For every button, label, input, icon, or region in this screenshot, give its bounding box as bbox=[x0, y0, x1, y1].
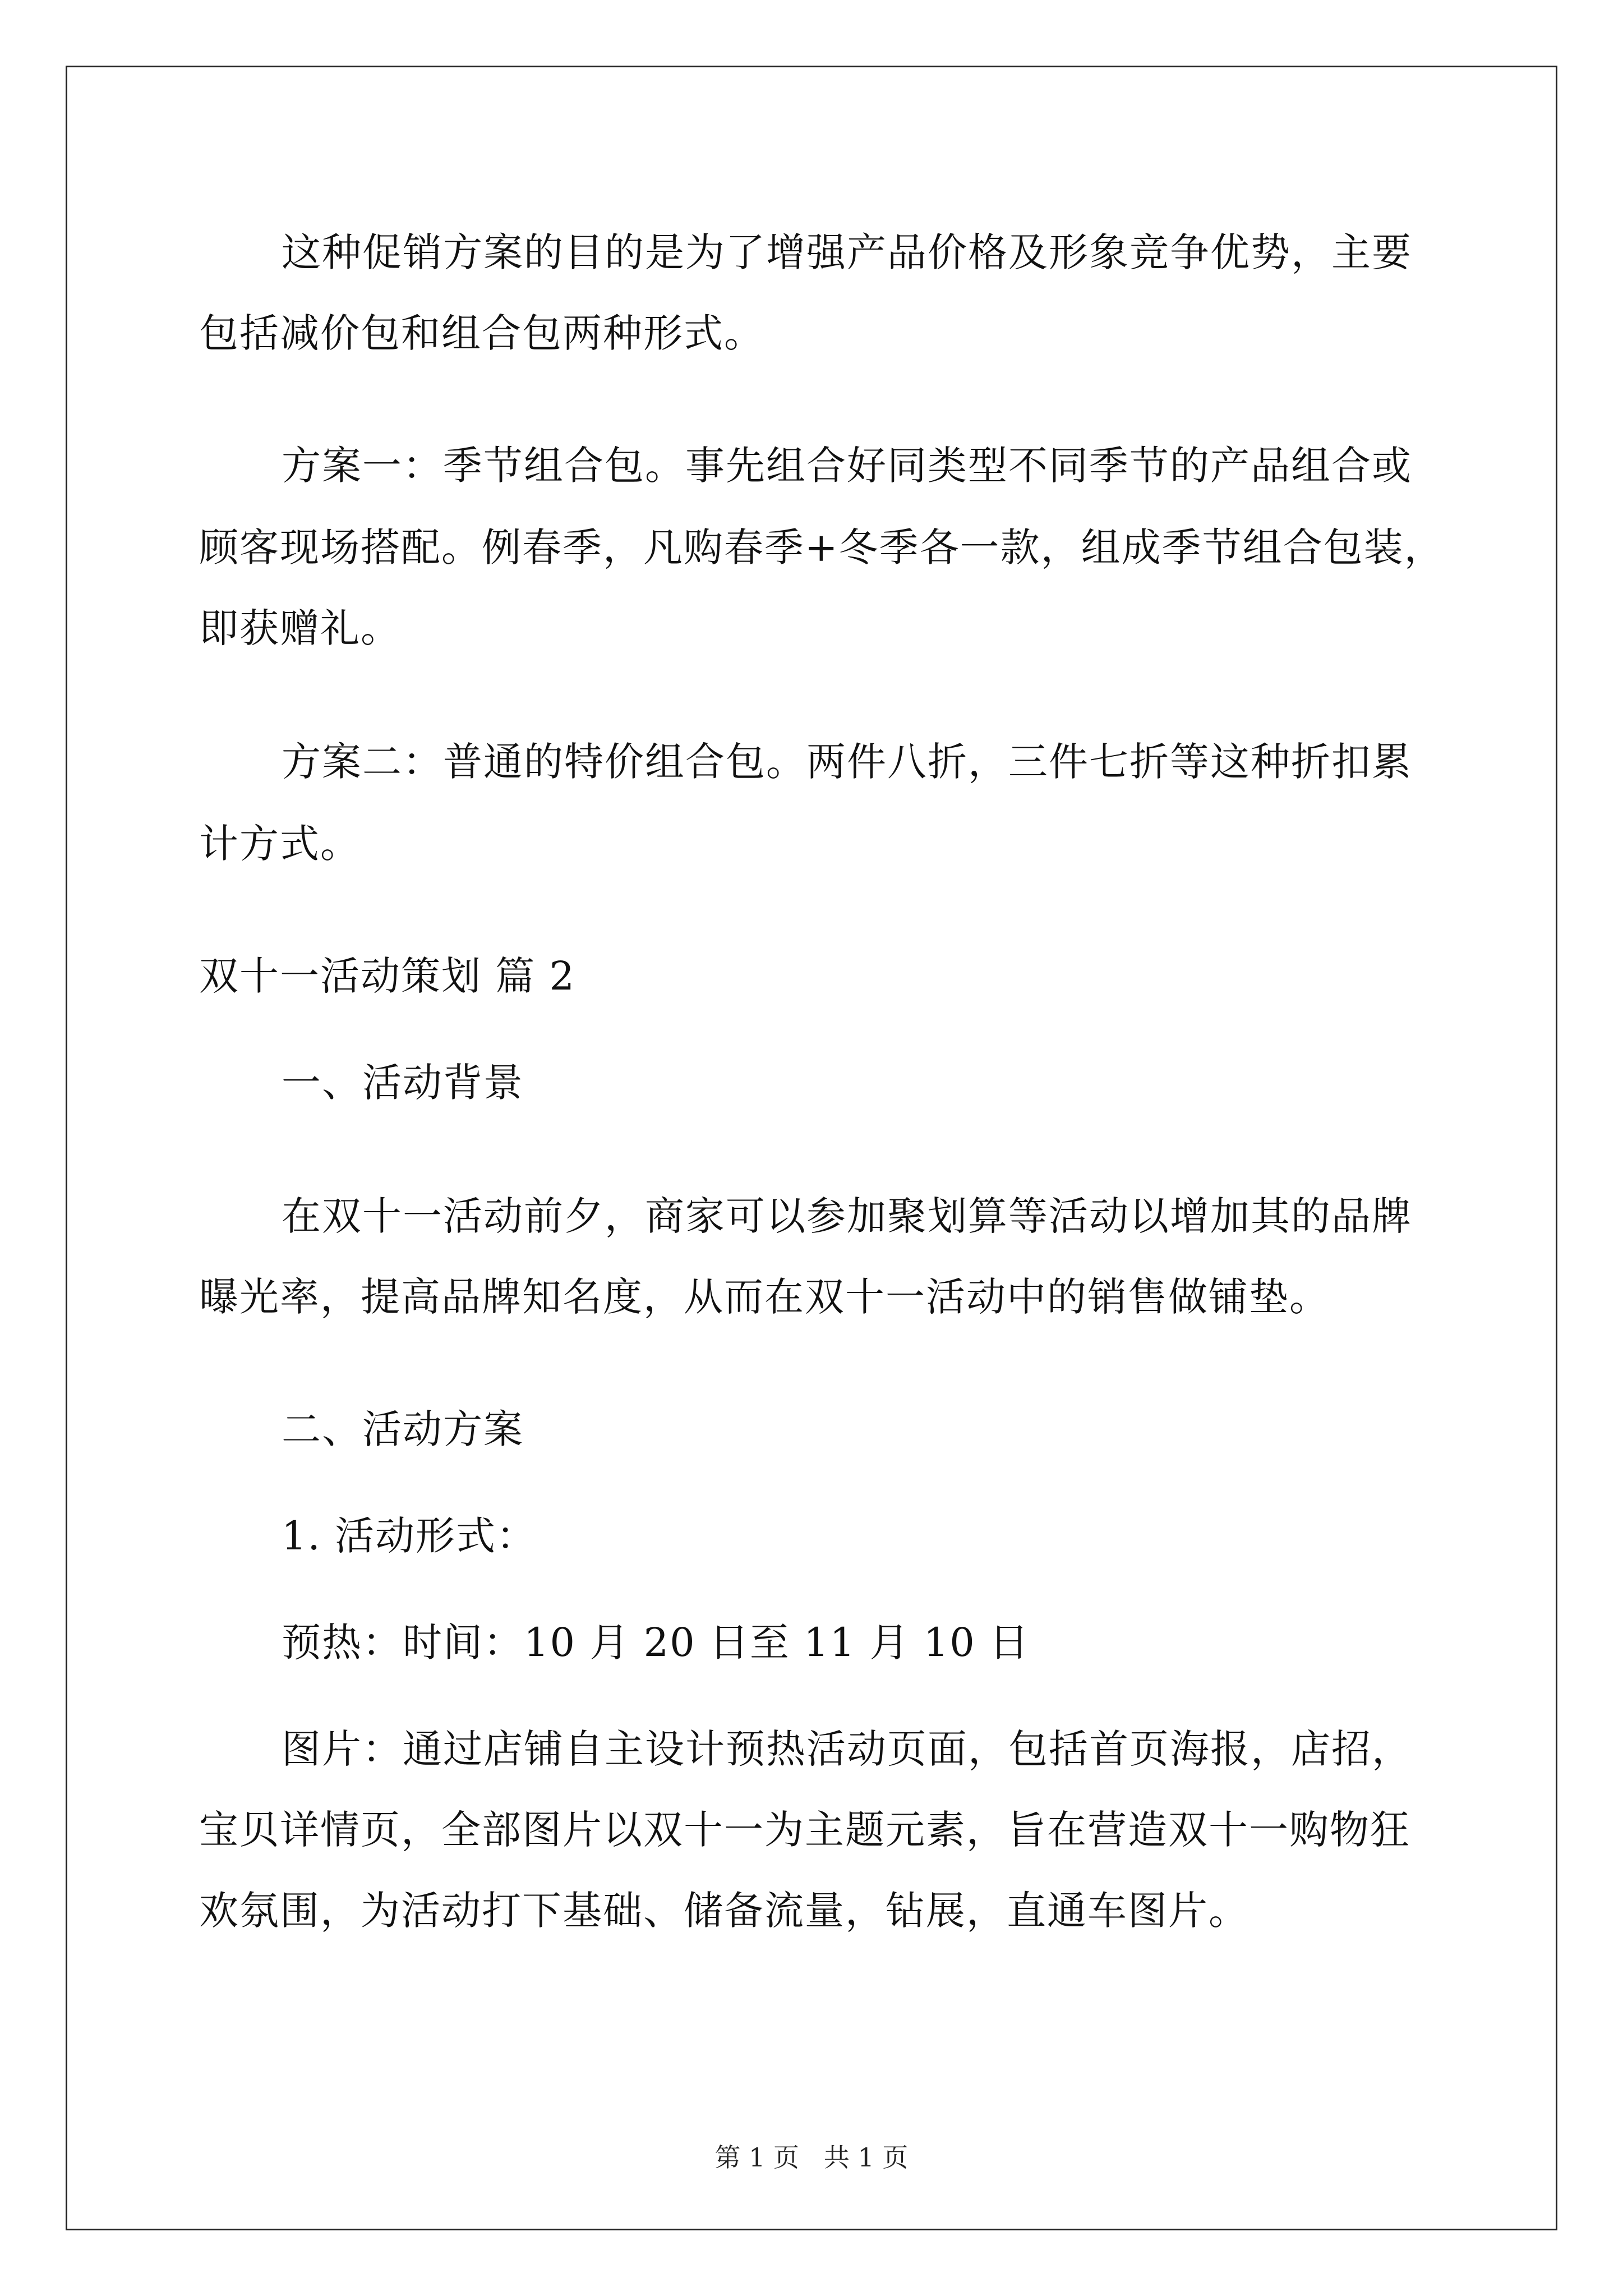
plan-two-line-1: 方案二：普通的特价组合包。两件八折，三件七折等这种折扣累 bbox=[282, 739, 1412, 785]
page-footer: 第 1 页 共 1 页 bbox=[714, 2142, 909, 2173]
background-line-2: 曝光率，提高品牌知名度，从而在双十一活动中的销售做铺垫。 bbox=[199, 1274, 1330, 1320]
subheading-background: 一、活动背景 bbox=[282, 1060, 524, 1106]
plan-two-line-2: 计方式。 bbox=[199, 821, 361, 867]
plan-one-line-3: 即获赠礼。 bbox=[199, 605, 401, 651]
plan-one-line-1: 方案一：季节组合包。事先组合好同类型不同季节的产品组合或 bbox=[282, 443, 1412, 489]
subheading-plan: 二、活动方案 bbox=[282, 1406, 524, 1452]
background-line-1: 在双十一活动前夕，商家可以参加聚划算等活动以增加其的品牌 bbox=[282, 1193, 1412, 1239]
preheat-time: 预热：时间：10 月 20 日至 11 月 10 日 bbox=[282, 1619, 1030, 1665]
images-line-3: 欢氛围，为活动打下基础、储备流量，钻展，直通车图片。 bbox=[199, 1888, 1249, 1934]
section-heading: 双十一活动策划 篇 2 bbox=[199, 953, 576, 999]
images-line-2: 宝贝详情页，全部图片以双十一为主题元素，旨在营造双十一购物狂 bbox=[199, 1807, 1410, 1853]
paragraph-1-line-2: 包括减价包和组合包两种形式。 bbox=[199, 310, 764, 356]
paragraph-1-line-1: 这种促销方案的目的是为了增强产品价格及形象竞争优势，主要 bbox=[282, 229, 1412, 275]
plan-one-line-2: 顾客现场搭配。例春季，凡购春季+冬季各一款，组成季节组合包装， bbox=[199, 524, 1445, 570]
images-line-1: 图片：通过店铺自主设计预热活动页面，包括首页海报，店招， bbox=[282, 1726, 1412, 1772]
activity-form-label: 1. 活动形式： bbox=[282, 1513, 537, 1559]
